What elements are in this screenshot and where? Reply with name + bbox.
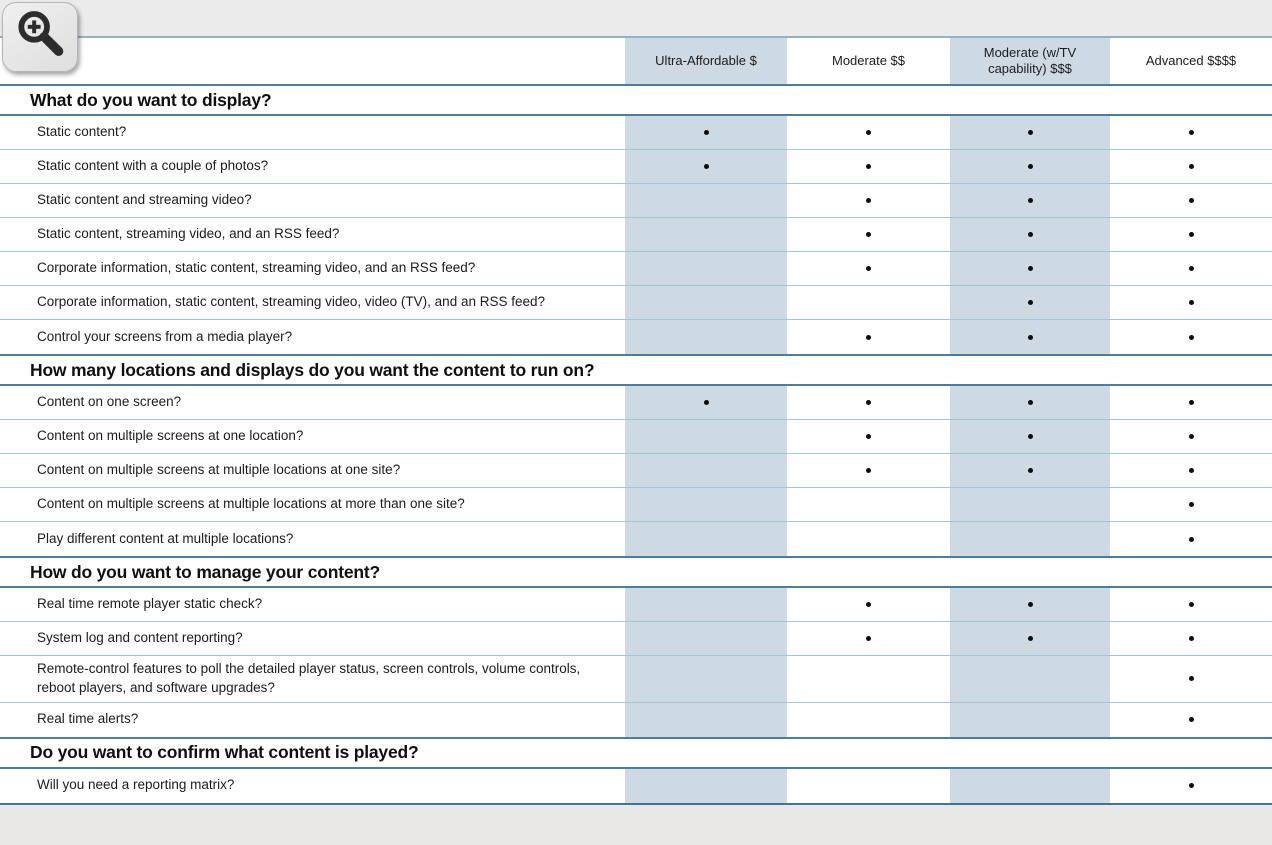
- section-header: How many locations and displays do you want the content to run on?: [0, 354, 1272, 386]
- mark-cell: [1110, 116, 1272, 149]
- header-spacer: [0, 38, 625, 84]
- feature-dot: [1189, 537, 1194, 542]
- mark-cell: [950, 150, 1110, 183]
- mark-cell: [950, 454, 1110, 487]
- question-label: Real time alerts?: [37, 711, 139, 727]
- feature-dot: [1028, 164, 1033, 169]
- question-label: Content on multiple screens at one location?: [37, 428, 304, 444]
- question-row: [0, 116, 1272, 150]
- feature-dot: [1028, 232, 1033, 237]
- mark-cell: [950, 622, 1110, 655]
- feature-dot: [866, 468, 871, 473]
- question-row: [0, 588, 1272, 622]
- question-row: [0, 622, 1272, 656]
- question-label: Will you need a reporting matrix?: [37, 777, 235, 793]
- feature-dot: [1189, 130, 1194, 135]
- feature-dot: [1189, 783, 1194, 788]
- question-label: Corporate information, static content, streaming video, and an RSS feed?: [37, 260, 476, 276]
- feature-dot: [1189, 434, 1194, 439]
- mark-cell: [1110, 454, 1272, 487]
- mark-cell: [1110, 522, 1272, 556]
- question-row: [0, 286, 1272, 320]
- mark-cell: [1110, 286, 1272, 319]
- question-label: Static content?: [37, 124, 127, 140]
- question-label: System log and content reporting?: [37, 630, 243, 646]
- column-header-row: [0, 36, 1272, 84]
- feature-dot: [866, 602, 871, 607]
- mark-cell: [625, 218, 787, 251]
- mark-cell: [787, 420, 950, 453]
- feature-dot: [1028, 198, 1033, 203]
- question-row: [0, 386, 1272, 420]
- feature-dot: [866, 335, 871, 340]
- question-label: Static content and streaming video?: [37, 192, 252, 208]
- section-header: How do you want to manage your content?: [0, 556, 1272, 588]
- question-row: [0, 522, 1272, 556]
- feature-dot: [866, 636, 871, 641]
- mark-cell: [787, 622, 950, 655]
- question-label: Content on multiple screens at multiple locations at one site?: [37, 462, 401, 478]
- question-row: [0, 703, 1272, 737]
- feature-dot: [1189, 300, 1194, 305]
- column-header-moderate: Moderate $$: [832, 53, 905, 69]
- mark-cell: [787, 769, 950, 803]
- mark-cell: [950, 218, 1110, 251]
- mark-cell: [787, 588, 950, 621]
- feature-dot: [1028, 468, 1033, 473]
- mark-cell: [625, 420, 787, 453]
- mark-cell: [625, 656, 787, 702]
- question-row: [0, 488, 1272, 522]
- column-header-moderate-tv: Moderate (w/TV capability) $$$: [950, 38, 1110, 84]
- mark-cell: [787, 150, 950, 183]
- feature-dot: [866, 400, 871, 405]
- question-label: Remote-control features to poll the detailed player status, screen controls, volume controls, reboot players, and software upgrades?: [37, 661, 581, 695]
- mark-cell: [1110, 320, 1272, 354]
- feature-dot: [704, 130, 709, 135]
- feature-dot: [1028, 266, 1033, 271]
- mark-cell: [1110, 150, 1272, 183]
- mark-cell: [1110, 656, 1272, 702]
- mark-cell: [950, 769, 1110, 803]
- mark-cell: [787, 454, 950, 487]
- section-header: Do you want to confirm what content is played?: [0, 737, 1272, 769]
- mark-cell: [1110, 184, 1272, 217]
- magnifying-glass-plus-icon: [11, 7, 69, 68]
- question-label: Corporate information, static content, streaming video, video (TV), and an RSS feed?: [37, 294, 546, 310]
- mark-cell: [625, 150, 787, 183]
- question-row: [0, 184, 1272, 218]
- mark-cell: [787, 320, 950, 354]
- question-label: Control your screens from a media player?: [37, 328, 293, 344]
- mark-cell: [1110, 252, 1272, 285]
- feature-dot: [704, 400, 709, 405]
- mark-cell: [950, 386, 1110, 419]
- feature-dot: [1028, 300, 1033, 305]
- mark-cell: [1110, 703, 1272, 737]
- mark-cell: [950, 522, 1110, 556]
- feature-dot: [1028, 636, 1033, 641]
- question-row: [0, 454, 1272, 488]
- mark-cell: [950, 286, 1110, 319]
- feature-dot: [1189, 636, 1194, 641]
- question-row: [0, 320, 1272, 354]
- mark-cell: [1110, 622, 1272, 655]
- mark-cell: [787, 656, 950, 702]
- feature-dot: [1028, 434, 1033, 439]
- question-label: Static content, streaming video, and an RSS feed?: [37, 226, 340, 242]
- mark-cell: [625, 522, 787, 556]
- question-row: [0, 150, 1272, 184]
- zoom-in-button[interactable]: [2, 2, 78, 72]
- feature-dot: [1189, 502, 1194, 507]
- mark-cell: [950, 116, 1110, 149]
- mark-cell: [625, 252, 787, 285]
- feature-dot: [866, 434, 871, 439]
- feature-dot: [866, 232, 871, 237]
- mark-cell: [950, 488, 1110, 521]
- mark-cell: [787, 488, 950, 521]
- feature-dot: [866, 198, 871, 203]
- mark-cell: [950, 420, 1110, 453]
- mark-cell: [625, 286, 787, 319]
- mark-cell: [787, 386, 950, 419]
- mark-cell: [1110, 488, 1272, 521]
- question-row: [0, 420, 1272, 454]
- mark-cell: [787, 116, 950, 149]
- question-row: [0, 218, 1272, 252]
- bottom-margin-band: [0, 805, 1272, 845]
- feature-dot: [1028, 400, 1033, 405]
- mark-cell: [787, 218, 950, 251]
- mark-cell: [625, 488, 787, 521]
- feature-dot: [1028, 602, 1033, 607]
- mark-cell: [787, 286, 950, 319]
- top-margin-band: [0, 0, 1272, 36]
- feature-dot: [1028, 335, 1033, 340]
- mark-cell: [625, 184, 787, 217]
- mark-cell: [1110, 769, 1272, 803]
- comparison-table: [0, 36, 1272, 805]
- feature-dot: [1189, 198, 1194, 203]
- question-label: Play different content at multiple locations?: [37, 530, 294, 546]
- mark-cell: [1110, 588, 1272, 621]
- mark-cell: [950, 588, 1110, 621]
- feature-dot: [866, 266, 871, 271]
- feature-dot: [1189, 676, 1194, 681]
- mark-cell: [950, 656, 1110, 702]
- question-row: [0, 769, 1272, 803]
- feature-dot: [866, 164, 871, 169]
- feature-dot: [1189, 468, 1194, 473]
- feature-dot: [1189, 602, 1194, 607]
- question-label: Content on multiple screens at multiple locations at more than one site?: [37, 496, 465, 512]
- mark-cell: [625, 320, 787, 354]
- mark-cell: [1110, 386, 1272, 419]
- feature-dot: [1189, 266, 1194, 271]
- feature-dot: [704, 164, 709, 169]
- question-label: Content on one screen?: [37, 394, 182, 410]
- mark-cell: [1110, 420, 1272, 453]
- mark-cell: [950, 320, 1110, 354]
- mark-cell: [787, 184, 950, 217]
- feature-dot: [1189, 400, 1194, 405]
- question-row: [0, 252, 1272, 286]
- mark-cell: [787, 703, 950, 737]
- mark-cell: [625, 622, 787, 655]
- mark-cell: [787, 252, 950, 285]
- mark-cell: [950, 703, 1110, 737]
- column-header-advanced: Advanced $$$$: [1145, 53, 1237, 69]
- question-label: Real time remote player static check?: [37, 596, 263, 612]
- question-row: [0, 656, 1272, 703]
- mark-cell: [625, 116, 787, 149]
- feature-dot: [1189, 717, 1194, 722]
- mark-cell: [625, 386, 787, 419]
- mark-cell: [625, 588, 787, 621]
- mark-cell: [1110, 218, 1272, 251]
- mark-cell: [625, 769, 787, 803]
- column-header-ultra-affordable: Ultra-Affordable $: [625, 38, 787, 84]
- mark-cell: [950, 252, 1110, 285]
- mark-cell: [787, 522, 950, 556]
- feature-dot: [1028, 130, 1033, 135]
- table-body: [0, 84, 1272, 803]
- question-label: Static content with a couple of photos?: [37, 158, 269, 174]
- mark-cell: [625, 703, 787, 737]
- feature-dot: [1189, 335, 1194, 340]
- feature-dot: [1189, 164, 1194, 169]
- mark-cell: [950, 184, 1110, 217]
- feature-dot: [866, 130, 871, 135]
- section-header: What do you want to display?: [0, 84, 1272, 116]
- feature-dot: [1189, 232, 1194, 237]
- mark-cell: [625, 454, 787, 487]
